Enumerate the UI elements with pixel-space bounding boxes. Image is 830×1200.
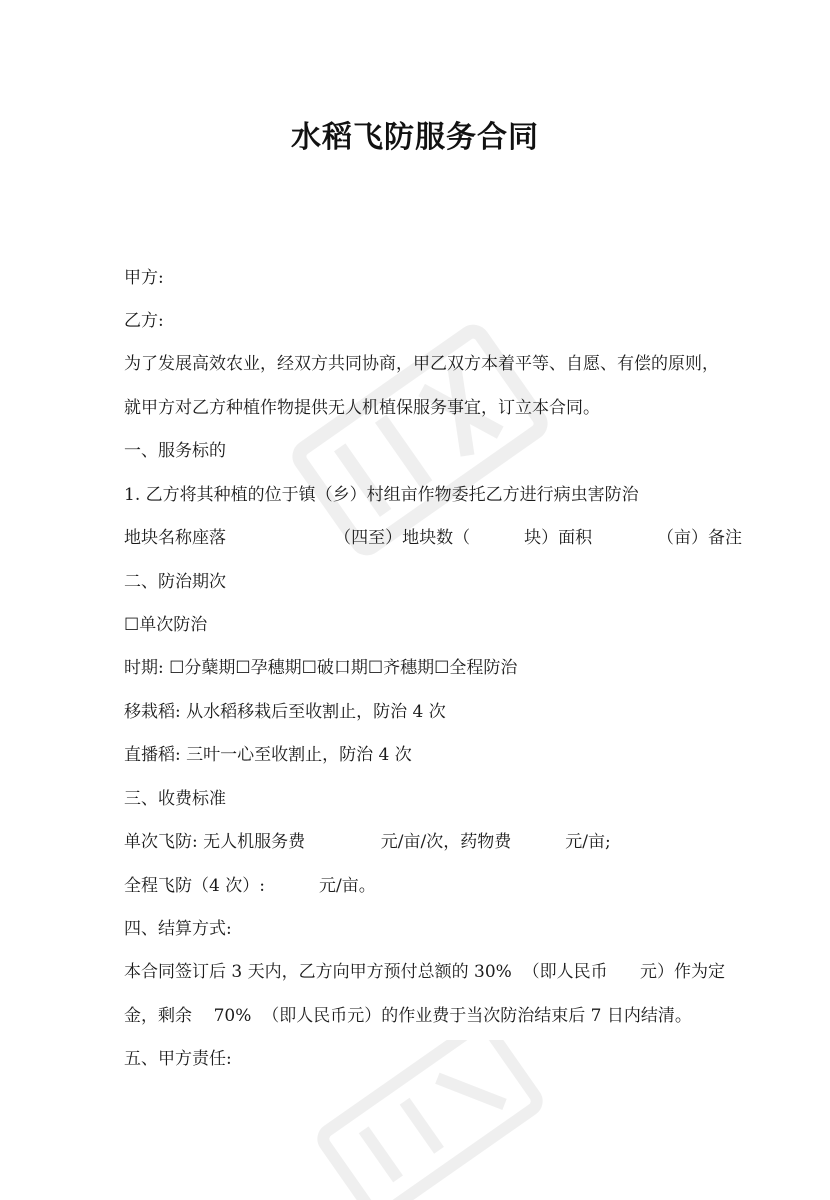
party-a-line: 甲方:: [124, 268, 164, 288]
section-heading-party-a-duties: 五、甲方责任:: [124, 1049, 232, 1069]
plot-info-line: 地块名称座落 （四至）地块数（ 块）面积 （亩）备注: [124, 528, 742, 548]
watermark-logo-icon: [300, 1040, 560, 1200]
single-flight-fee-line: 单次飞防: 无人机服务费 元/亩/次，药物费 元/亩;: [124, 832, 611, 852]
transplanted-rice-line: 移栽稻: 从水稻移栽后至收割止，防治 4 次: [124, 702, 446, 722]
section-heading-period: 二、防治期次: [124, 572, 226, 592]
settlement-line-1: 本合同签订后 3 天内，乙方向甲方预付总额的 30% （即人民币 元）作为定: [124, 962, 726, 982]
section-heading-service: 一、服务标的: [124, 441, 226, 461]
section-heading-fees: 三、收费标准: [124, 789, 226, 809]
single-treatment-option: ☐单次防治: [124, 615, 208, 635]
period-options-line: 时期: ☐分蘖期☐孕穗期☐破口期☐齐穗期☐全程防治: [124, 658, 518, 678]
settlement-line-2: 金，剩余 70% （即人民币元）的作业费于当次防治结束后 7 日内结清。: [124, 1006, 692, 1026]
full-flight-fee-line: 全程飞防（4 次）: 元/亩。: [124, 876, 376, 896]
preamble-line-2: 就甲方对乙方种植作物提供无人机植保服务事宜，订立本合同。: [124, 398, 600, 418]
section-heading-settlement: 四、结算方式:: [124, 919, 232, 939]
document-title: 水稻飞防服务合同: [291, 120, 539, 155]
preamble-line-1: 为了发展高效农业，经双方共同协商，甲乙双方本着平等、自愿、有偿的原则，: [124, 354, 719, 374]
service-item-1: 1. 乙方将其种植的位于镇（乡）村组亩作物委托乙方进行病虫害防治: [124, 485, 639, 505]
direct-seeded-rice-line: 直播稻: 三叶一心至收割止，防治 4 次: [124, 745, 412, 765]
party-b-line: 乙方:: [124, 311, 164, 331]
